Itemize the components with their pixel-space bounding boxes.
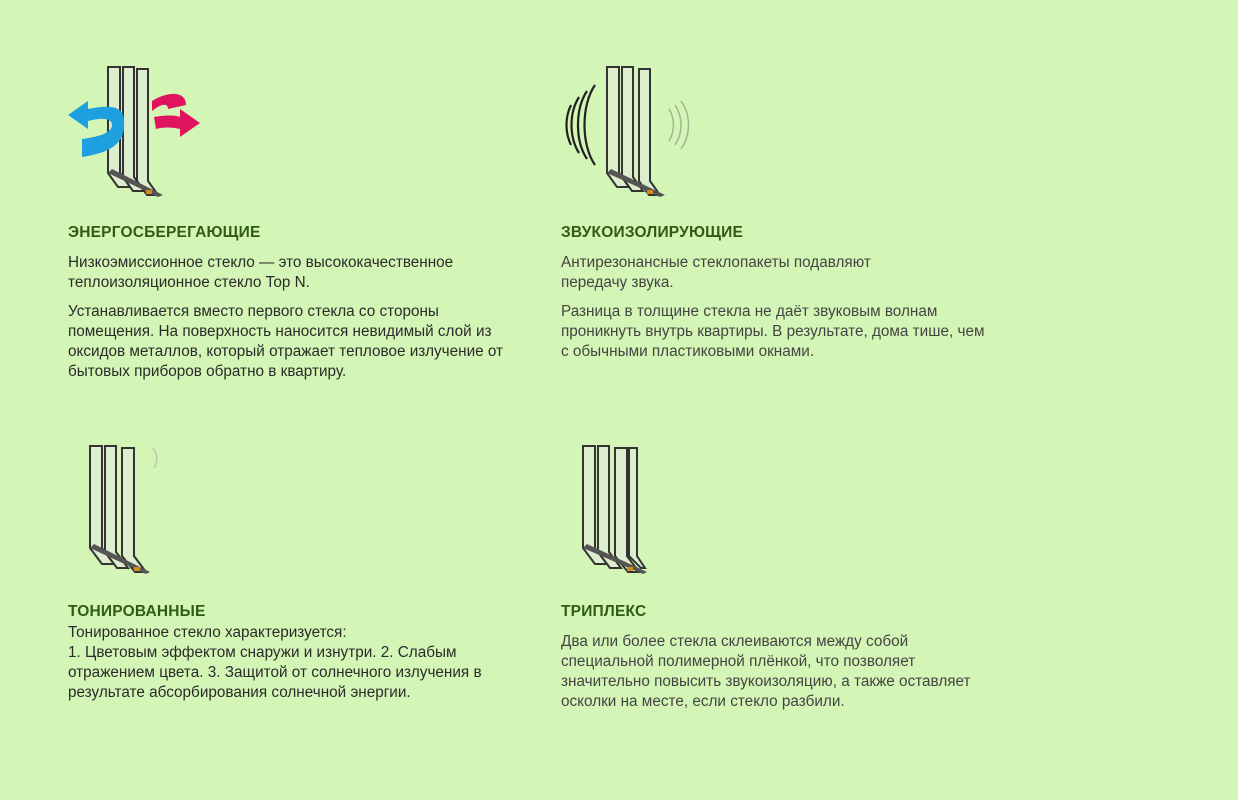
triplex-card xyxy=(561,440,1011,710)
card-title: ТРИПЛЕКС xyxy=(561,603,647,620)
card-paragraph: Два или более стекла склеиваются между собой специальной полимерной плёнкой, что позволяет значительно повысить звукоизоляцию, а также оставляет осколки на месте, если стекло разбили. xyxy=(561,633,971,710)
tinted-card xyxy=(68,440,518,701)
card-paragraph: Разница в толщине стекла не даёт звуковым волнам проникнуть внутрь квартиры. В результате, дома тише, чем с обычными пластиковыми окнами. xyxy=(561,303,985,360)
card-title: ЗВУКОИЗОЛИРУЮЩИЕ xyxy=(561,224,744,241)
card-paragraph: Тонированное стекло характеризуется: xyxy=(68,624,347,641)
glass-unit-heat-arrows-icon xyxy=(68,65,208,200)
sound-insulating-card xyxy=(561,55,1011,360)
card-paragraph: Устанавливается вместо первого стекла со стороны помещения. На поверхность наносится невидимый слой из оксидов металлов, который отражает тепловое излучение от бытовых приборов обратно в квартиру. xyxy=(68,303,504,380)
glass-unit-sound-waves-icon xyxy=(561,65,701,200)
card-paragraph: 1. Цветовым эффектом снаружи и изнутри. 2. Слабым отражением цвета. 3. Защитой от солнечного излучения в результате абсорбирования солнечной энергии. xyxy=(68,644,482,701)
card-paragraph: Антирезонансные стеклопакеты подавляют передачу звука. xyxy=(561,254,871,291)
glass-unit-triplex-icon xyxy=(571,440,671,580)
card-paragraph: Низкоэмиссионное стекло — это высококачественное теплоизоляционное стекло Top N. xyxy=(68,254,454,291)
card-title: ТОНИРОВАННЫЕ xyxy=(68,603,206,620)
glass-unit-tinted-icon xyxy=(78,440,178,580)
energy-saving-card xyxy=(68,55,518,380)
card-title: ЭНЕРГОСБЕРЕГАЮЩИЕ xyxy=(68,224,261,241)
